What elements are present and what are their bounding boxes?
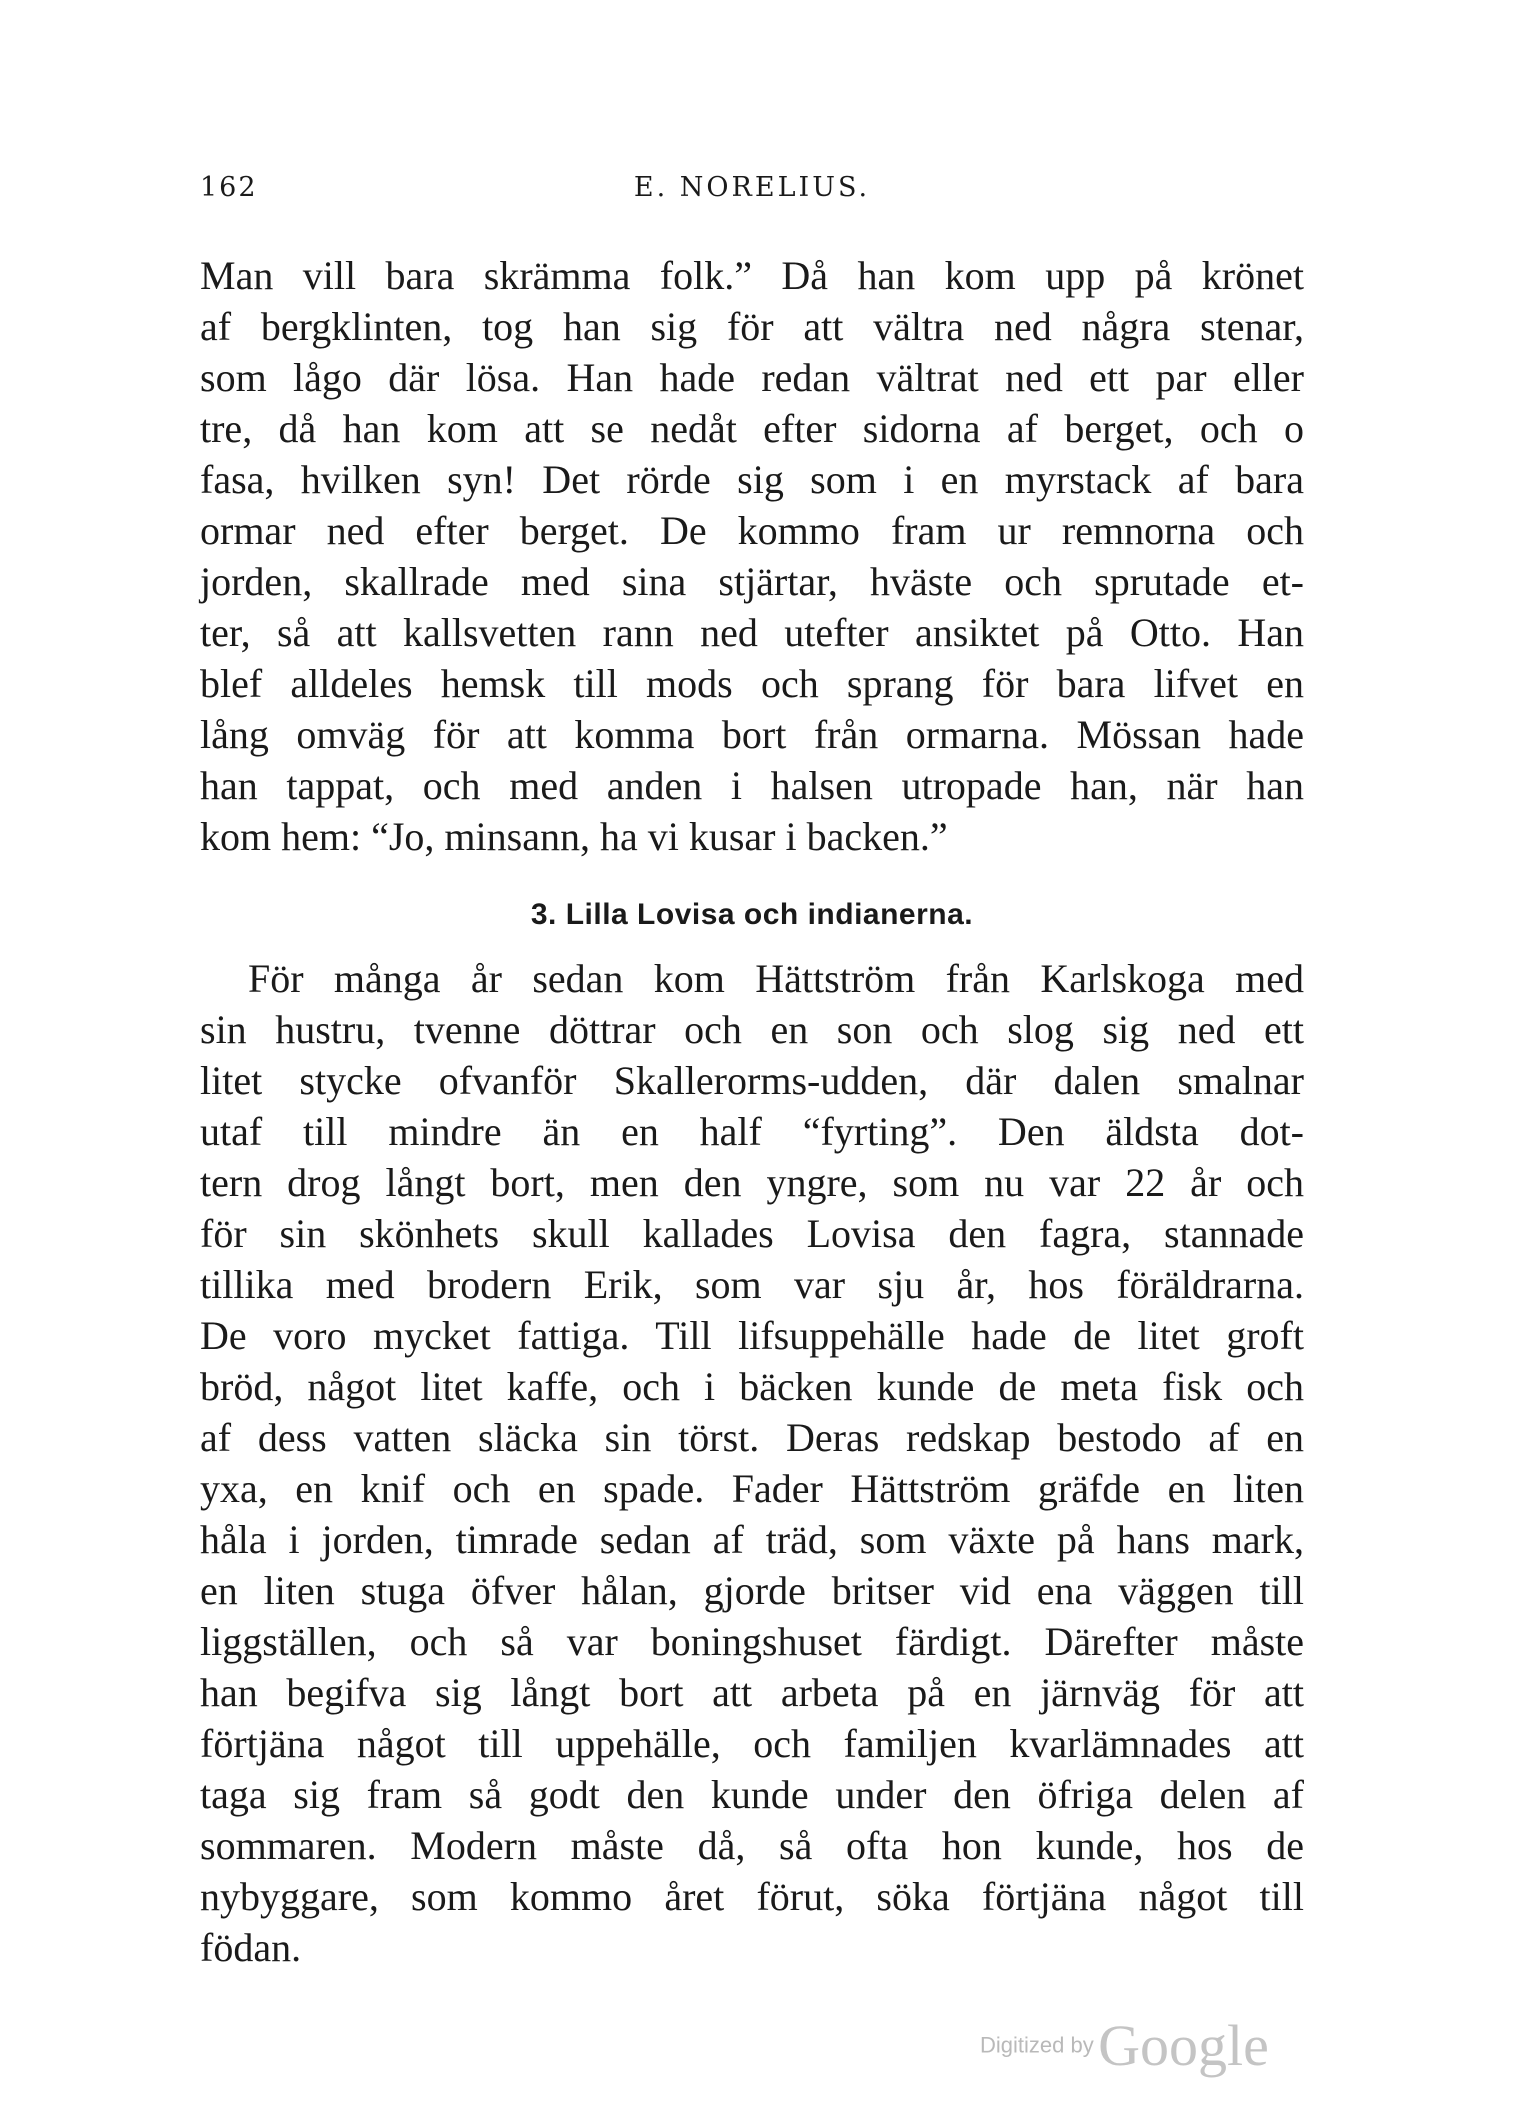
text-line: tern drog långt bort, men den yngre, som nu var 22 år och — [200, 1160, 1304, 1205]
text-line: håla i jorden, timrade sedan af träd, som växte på hans mark, — [200, 1517, 1304, 1562]
running-head: E. NORELIUS. — [633, 172, 871, 203]
paragraph-1 — [200, 250, 1304, 862]
text-line: litet stycke ofvanför Skallerorms-udden, där dalen smalnar — [200, 1058, 1304, 1103]
text-line: fasa, hvilken syn! Det rörde sig som i en myrstack af bara — [200, 457, 1304, 502]
text-line: förtjäna något till uppehälle, och familjen kvarlämnades att — [200, 1721, 1304, 1766]
text-line: bröd, något litet kaffe, och i bäcken kunde de meta fisk och — [200, 1364, 1304, 1409]
text-line: som lågo där lösa. Han hade redan vältrat ned ett par eller — [200, 355, 1304, 400]
text-line: ter, så att kallsvetten rann ned utefter ansiktet på Otto. Han — [200, 610, 1304, 655]
text-line: han tappat, och med anden i halsen utropade han, när han — [200, 763, 1304, 808]
text-line: ormar ned efter berget. De kommo fram ur remnorna och — [200, 508, 1304, 553]
text-line: för sin skönhets skull kallades Lovisa den fagra, stannade — [200, 1211, 1304, 1256]
text-line: liggställen, och så var boningshuset färdigt. Därefter måste — [200, 1619, 1304, 1664]
text-line: nybyggare, som kommo året förut, söka förtjäna något till — [200, 1874, 1304, 1919]
text-line: Man vill bara skrämma folk.” Då han kom upp på krönet — [200, 253, 1304, 298]
text-line: yxa, en knif och en spade. Fader Hättström gräfde en liten — [200, 1466, 1304, 1511]
text-line: De voro mycket fattiga. Till lifsuppehälle hade de litet groft — [200, 1313, 1304, 1358]
text-line: utaf till mindre än en half “fyrting”. Den äldsta dot- — [200, 1109, 1304, 1154]
text-line: taga sig fram så godt den kunde under den öfriga delen af — [200, 1772, 1304, 1817]
text-line: en liten stuga öfver hålan, gjorde britser vid ena väggen till — [200, 1568, 1304, 1613]
text-line: För många år sedan kom Hättström från Karlskoga med — [248, 956, 1304, 1001]
section-heading: 3. Lilla Lovisa och indianerna. — [530, 898, 974, 931]
digitized-by-google-watermark — [980, 2012, 1269, 2079]
watermark-prefix: Digitized by — [980, 2032, 1094, 2058]
page-number: 162 — [200, 172, 258, 203]
text-line: sin hustru, tvenne döttrar och en son och slog sig ned ett — [200, 1007, 1304, 1052]
text-line: sommaren. Modern måste då, så ofta hon kunde, hos de — [200, 1823, 1304, 1868]
google-logo: Google — [1098, 2013, 1269, 2078]
text-line: lång omväg för att komma bort från ormarna. Mössan hade — [200, 712, 1304, 757]
text-line: jorden, skallrade med sina stjärtar, hväste och sprutade et- — [200, 559, 1304, 604]
text-line: tre, då han kom att se nedåt efter sidorna af berget, och o — [200, 406, 1304, 451]
text-line: af bergklinten, tog han sig för att vältra ned några stenar, — [200, 304, 1304, 349]
paragraph-2 — [200, 953, 1304, 1973]
text-line: tillika med brodern Erik, som var sju år, hos föräldrarna. — [200, 1262, 1304, 1307]
text-line: födan. — [200, 1925, 302, 1970]
text-line: han begifva sig långt bort att arbeta på en järnväg för att — [200, 1670, 1304, 1715]
text-line: af dess vatten släcka sin törst. Deras redskap bestodo af en — [200, 1415, 1304, 1460]
page-header — [200, 172, 1304, 212]
text-line: blef alldeles hemsk till mods och sprang för bara lifvet en — [200, 661, 1304, 706]
text-line: kom hem: “Jo, minsann, ha vi kusar i backen.” — [200, 814, 948, 859]
